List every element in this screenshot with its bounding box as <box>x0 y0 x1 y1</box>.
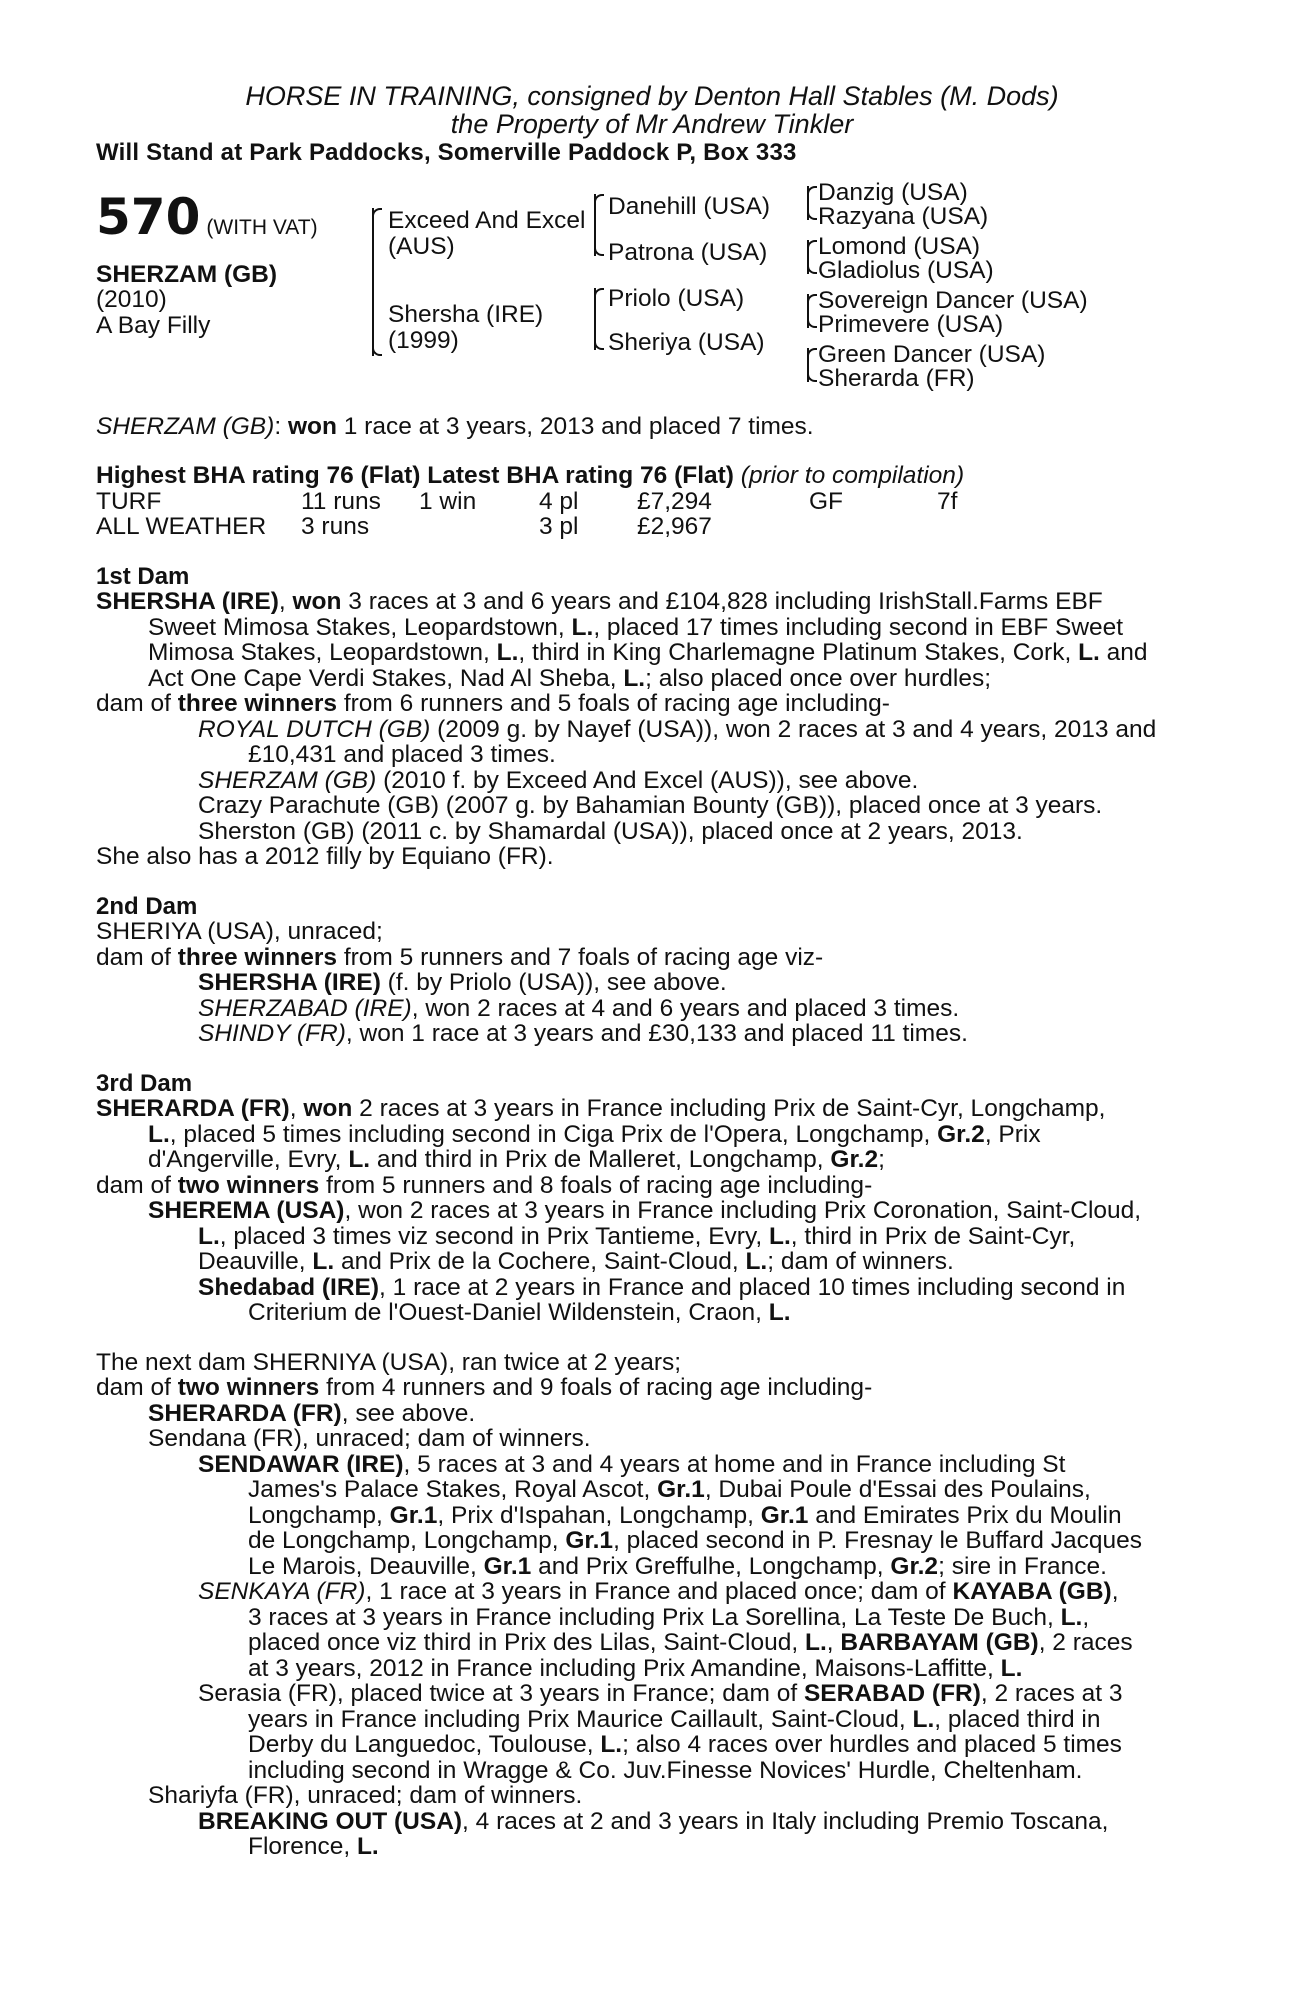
section-title: 1st Dam <box>96 562 190 590</box>
lot-number: 570 <box>96 187 201 246</box>
sd-dam: Gladiolus (USA) <box>818 256 994 284</box>
rating-note: (prior to compilation) <box>740 462 965 489</box>
pedigree-brace-1 <box>372 208 374 356</box>
horse-name: SHERZAM (GB) <box>96 260 278 288</box>
pedigree-block <box>96 180 1208 420</box>
first-dam-section: 1st Dam SHERSHA (IRE), won 3 races at 3 and 6 years and £104,828 including IrishStall.Farms EBF Sweet Mimosa Stakes, Leopardstown, L., placed 17 times including second in EBF Sweet Mimosa Stakes, Leopardstown, L., third in King Charlemagne Platinum Stakes, Cork, L. and Act One Cape Verdi Stakes, Nad Al Sheba, L.; also placed once over hurdles; dam of three winners from 6 runners and 5 foals of racing age including- ROYAL DUTCH (GB) (2009 g. by Nayef (USA)), won 2 races at 3 and 4 years, 2013 and £10,431 and placed 3 times. SHERZAM (GB) (2010 f. by Exceed And Excel (AUS)), see above. Crazy Parachute (GB) (2007 g. by Bahamian Bounty (GB)), placed once at 3 years. Sherston (GB) (2011 c. by Shamardal (USA)), placed once at 2 years, 2013. She also has a 2012 filly by Equiano (FR). <box>96 564 1208 870</box>
table-row: TURF 11 runs 1 win 4 pl £7,294 GF 7f <box>96 487 958 515</box>
consignor-line: HORSE IN TRAINING, consigned by Denton Hall Stables (M. Dods) <box>245 81 1059 111</box>
catalogue-page <box>96 82 1208 1860</box>
pedigree-brace-2b <box>594 288 596 350</box>
section-title: 3rd Dam <box>96 1069 193 1097</box>
dam-year: (1999) <box>388 326 459 354</box>
pedigree-brace-3c <box>807 294 809 328</box>
dd-dam: Sherarda (FR) <box>818 364 975 392</box>
pedigree-brace-2a <box>594 194 596 256</box>
rating-section <box>96 463 1208 540</box>
dd-sire: Green Dancer (USA) <box>818 340 1046 368</box>
foaling-year: (2010) <box>96 286 167 313</box>
race-record-table <box>96 489 957 540</box>
owner-line: the Property of Mr Andrew Tinkler <box>450 109 854 139</box>
rating-heading: Highest BHA rating 76 (Flat) Latest BHA rating 76 (Flat) <box>96 462 734 489</box>
race-summary: SHERZAM (GB): won 1 race at 3 years, 2013 and placed 7 times. <box>96 412 814 440</box>
table-row: ALL WEATHER 3 runs 3 pl £2,967 <box>96 513 712 540</box>
ss-dam: Razyana (USA) <box>818 202 989 230</box>
dam: Shersha (IRE) <box>388 300 544 328</box>
pedigree-brace-3d <box>807 348 809 382</box>
dam-sire: Priolo (USA) <box>608 284 745 312</box>
sire-country: (AUS) <box>388 232 455 260</box>
third-dam-section: 3rd Dam SHERARDA (FR), won 2 races at 3 years in France including Prix de Saint-Cyr, Longchamp, L., placed 5 times including second in Ciga Prix de l'Opera, Longchamp, Gr.2, Prix d'Angerville, Evry, L. and third in Prix de Malleret, Longchamp, Gr.2; dam of two winners from 5 runners and 8 foals of racing age including- SHEREMA (USA), won 2 races at 3 years in France including Prix Coronation, Saint-Cloud, L., placed 3 times viz second in Prix Tantieme, Evry, L., third in Prix de Saint-Cyr, Deauville, L. and Prix de la Cochere, Saint-Cloud, L.; dam of winners. Shedabad (IRE), 1 race at 2 years in France and placed 10 times including second in Criterium de l'Ouest-Daniel Wildenstein, Craon, L. <box>96 1071 1208 1326</box>
ds-dam: Primevere (USA) <box>818 310 1004 338</box>
pedigree-brace-3b <box>807 240 809 274</box>
ds-sire: Sovereign Dancer (USA) <box>818 286 1088 314</box>
horse-description: A Bay Filly <box>96 311 211 339</box>
lot-info <box>96 187 318 339</box>
vat-note: (WITH VAT) <box>206 215 318 239</box>
next-dam-section: The next dam SHERNIYA (USA), ran twice at 2 years; dam of two winners from 4 runners and 9 foals of racing age including- SHERARDA (FR), see above. Sendana (FR), unraced; dam of winners. SENDAWAR (IRE), 5 races at 3 and 4 years at home and in France including St James's Palace Stakes, Royal Ascot, Gr.1, Dubai Poule d'Essai des Poulains, Longchamp, Gr.1, Prix d'Ispahan, Longchamp, Gr.1 and Emirates Prix du Moulin de Longchamp, Longchamp, Gr.1, placed second in P. Fresnay le Buffard Jacques Le Marois, Deauville, Gr.1 and Prix Greffulhe, Longchamp, Gr.2; sire in France. SENKAYA (FR), 1 race at 3 years in France and placed once; dam of KAYABA (GB), 3 races at 3 years in France including Prix La Sorellina, La Teste De Buch, L., placed once viz third in Prix des Lilas, Saint-Cloud, L., BARBAYAM (GB), 2 races at 3 years, 2012 in France including Prix Amandine, Maisons-Laffitte, L. Serasia (FR), placed twice at 3 years in France; dam of SERABAD (FR), 2 races at 3 years in France including Prix Maurice Caillault, Saint-Cloud, L., placed third in Derby du Languedoc, Toulouse, L.; also 4 races over hurdles and placed 5 times including second in Wragge & Co. Juv.Finesse Novices' Hurdle, Cheltenham. Shariyfa (FR), unraced; dam of winners. BREAKING OUT (USA), 4 races at 2 and 3 years in Italy including Premio Toscana, Florence, L. <box>96 1348 1142 1860</box>
sire-dam: Patrona (USA) <box>608 238 768 266</box>
dam-dam: Sheriya (USA) <box>608 328 765 356</box>
sire-sire: Danehill (USA) <box>608 192 771 220</box>
sd-sire: Lomond (USA) <box>818 232 981 260</box>
sire: Exceed And Excel <box>388 206 586 234</box>
ss-sire: Danzig (USA) <box>818 178 968 206</box>
second-dam-section: 2nd Dam SHERIYA (USA), unraced; dam of three winners from 5 runners and 7 foals of racing age viz- SHERSHA (IRE) (f. by Priolo (USA)), see above. SHERZABAD (IRE), won 2 races at 4 and 6 years and placed 3 times. SHINDY (FR), won 1 race at 3 years and £30,133 and placed 11 times. <box>96 894 1208 1047</box>
stand-location: Will Stand at Park Paddocks, Somerville Paddock P, Box 333 <box>96 139 797 166</box>
section-title: 2nd Dam <box>96 892 198 920</box>
pedigree-brace-3a <box>807 186 809 220</box>
